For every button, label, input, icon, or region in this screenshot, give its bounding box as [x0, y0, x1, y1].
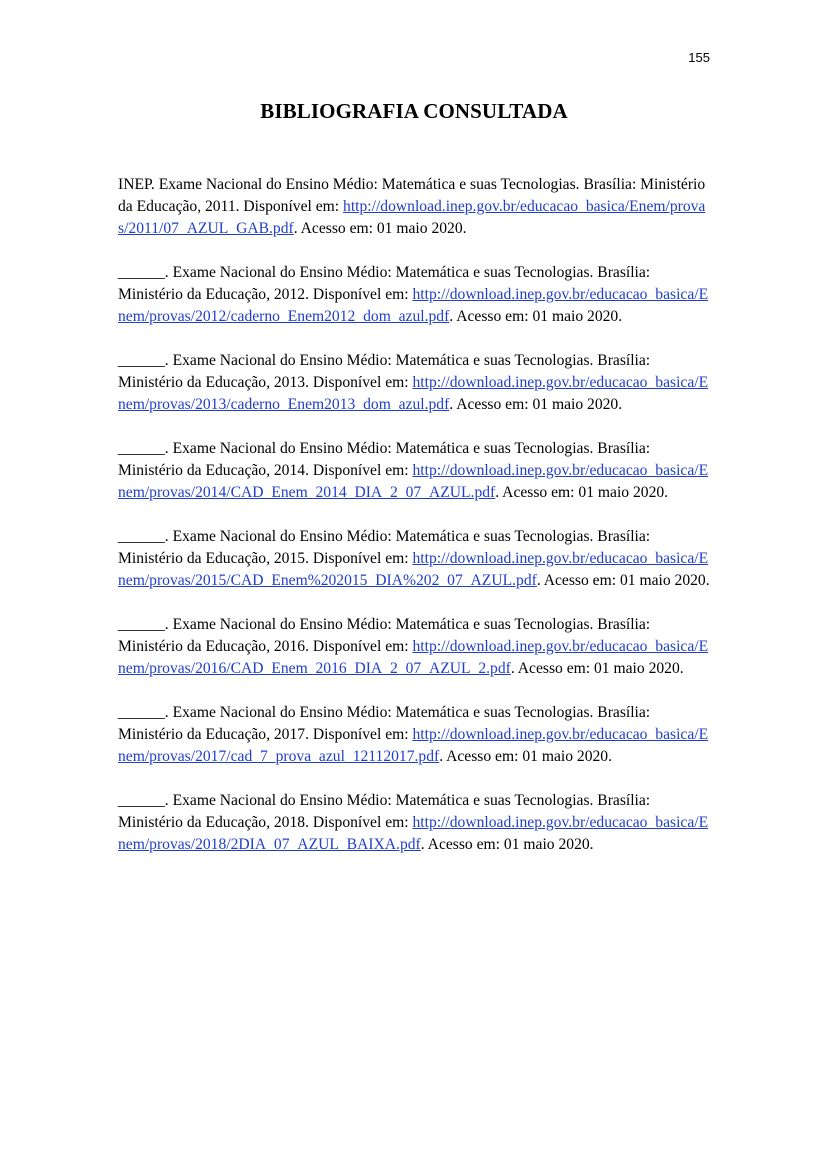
reference-access: . Acesso em: 01 maio 2020.	[536, 572, 710, 589]
reference-text: ______. Exame Nacional do Ensino Médio: Matemática e suas Tecnologias. Brasília: Ministério da Educação, 2015. Disponível em:	[118, 528, 651, 567]
reference-link-2018[interactable]: http://download.inep.gov.br/educacao_basica/Enem/provas/2018/2DIA_07_AZUL_BAIXA.pdf	[118, 814, 709, 853]
reference-text: INEP. Exame Nacional do Ensino Médio: Matemática e suas Tecnologias. Brasília: Ministério da Educação, 2011. Disponível em:	[118, 176, 706, 215]
reference-item-2015	[118, 526, 710, 592]
reference-text: ______. Exame Nacional do Ensino Médio: Matemática e suas Tecnologias. Brasília: Ministério da Educação, 2017. Disponível em:	[118, 704, 651, 743]
reference-access: . Acesso em: 01 maio 2020.	[449, 308, 623, 325]
reference-text: ______. Exame Nacional do Ensino Médio: Matemática e suas Tecnologias. Brasília: Ministério da Educação, 2013. Disponível em:	[118, 352, 651, 391]
reference-item-2016	[118, 614, 710, 680]
reference-link-2013[interactable]: http://download.inep.gov.br/educacao_basica/Enem/provas/2013/caderno_Enem2013_dom_azul.pdf	[118, 374, 709, 413]
reference-item-2012	[118, 262, 710, 328]
reference-text: ______. Exame Nacional do Ensino Médio: Matemática e suas Tecnologias. Brasília: Ministério da Educação, 2018. Disponível em:	[118, 792, 651, 831]
reference-item-2014	[118, 438, 710, 504]
reference-item-2018	[118, 790, 710, 856]
reference-access: . Acesso em: 01 maio 2020.	[510, 660, 684, 677]
reference-item-2011	[118, 174, 710, 240]
reference-link-2015[interactable]: http://download.inep.gov.br/educacao_basica/Enem/provas/2015/CAD_Enem%202015_DIA%202_07_AZUL.pdf	[118, 550, 709, 589]
reference-access: . Acesso em: 01 maio 2020.	[495, 484, 669, 501]
reference-access: . Acesso em: 01 maio 2020.	[449, 396, 623, 413]
page-title: BIBLIOGRAFIA CONSULTADA	[260, 99, 568, 123]
reference-access: . Acesso em: 01 maio 2020.	[293, 220, 467, 237]
reference-link-2016[interactable]: http://download.inep.gov.br/educacao_basica/Enem/provas/2016/CAD_Enem_2016_DIA_2_07_AZUL_2.pdf	[118, 638, 709, 677]
reference-access: . Acesso em: 01 maio 2020.	[439, 748, 612, 765]
page-number: 155	[688, 50, 710, 65]
reference-link-2012[interactable]: http://download.inep.gov.br/educacao_basica/Enem/provas/2012/caderno_Enem2012_dom_azul.pdf	[118, 286, 709, 325]
reference-link-2014[interactable]: http://download.inep.gov.br/educacao_basica/Enem/provas/2014/CAD_Enem_2014_DIA_2_07_AZUL.pdf	[118, 462, 709, 501]
reference-link-2011[interactable]: http://download.inep.gov.br/educacao_basica/Enem/provas/2011/07_AZUL_GAB.pdf	[118, 198, 706, 237]
reference-text: ______. Exame Nacional do Ensino Médio: Matemática e suas Tecnologias. Brasília: Ministério da Educação, 2016. Disponível em:	[118, 616, 651, 655]
reference-list	[118, 174, 710, 878]
reference-text: ______. Exame Nacional do Ensino Médio: Matemática e suas Tecnologias. Brasília: Ministério da Educação, 2012. Disponível em:	[118, 264, 651, 303]
reference-text: ______. Exame Nacional do Ensino Médio: Matemática e suas Tecnologias. Brasília: Ministério da Educação, 2014. Disponível em:	[118, 440, 651, 479]
reference-item-2017	[118, 702, 710, 768]
reference-access: . Acesso em: 01 maio 2020.	[420, 836, 594, 853]
reference-item-2013	[118, 350, 710, 416]
reference-link-2017[interactable]: http://download.inep.gov.br/educacao_basica/Enem/provas/2017/cad_7_prova_azul_12112017.pdf	[118, 726, 709, 765]
